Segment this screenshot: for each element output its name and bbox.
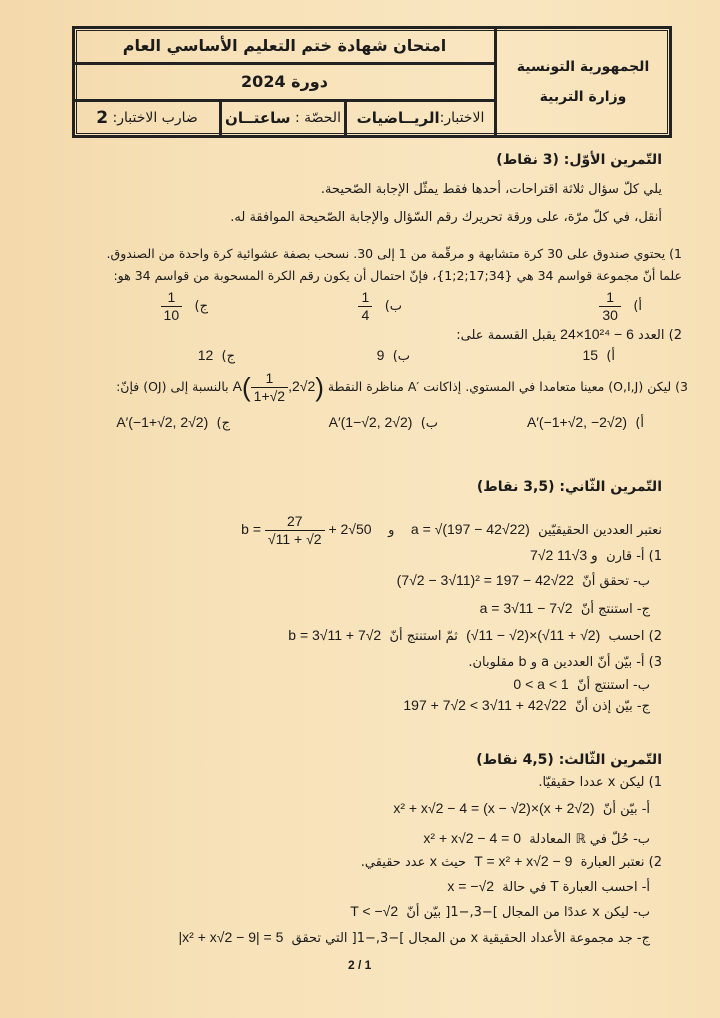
ex3-q2: 2) نعتبر العبارة T = x² + x√2 − 9 حيث x عدد حقيقي.	[360, 853, 662, 870]
b-definition: b = $\frac{27}{√11 + √2}$ + 2√50	[241, 513, 372, 547]
a-definition: a = √(197 − 42√22)	[410, 521, 530, 537]
subject-value: الريــاضيات	[356, 109, 440, 128]
exercise3-title: التّمرين الثّالث: (4,5 نقاط)	[476, 752, 662, 768]
ex3-q1: 1) ليكن x عددا حقيقيّا.	[538, 775, 662, 790]
ex2-q3c: ج- بيّن إذن أنّ 197 + 7√2 < 3√11 + 42√22	[403, 697, 650, 714]
q3-option-a: أ) A′(−1+√2, −2√2)	[526, 414, 644, 431]
q2-option-a: أ) 15	[582, 347, 615, 364]
q3-option-c: ج) A′(−1+√2, 2√2)	[116, 414, 230, 431]
q1-line1: 1) يحتوي صندوق على 30 كرة متشابهة و مرقّمة من 1 إلى 30. نسحب بصفة عشوائية كرة واحدة من الصندوق.	[106, 246, 682, 261]
q3-statement: 3) ليكن (O,I,J) معينا متعامدا في المستوي. إذاكانت ′A مناظرة النقطة A( $\frac{1}{1+√2}$ ,2√2) بالنسبة إلى (OJ) فإنّ:	[116, 370, 688, 404]
fraction: $\frac{1}{10}$	[161, 289, 183, 324]
exercise2-title: التّمرين الثّاني: (3,5 نقاط)	[476, 479, 662, 495]
exercise1-intro1: يلي كلّ سؤال ثلاثة اقتراحات، أحدها فقط يمثّل الإجابة الصّحيحة.	[320, 182, 662, 197]
ex2-q3a: 3) أ- بيّن أنّ العددين a و b مقلوبان.	[468, 655, 662, 670]
ex3-q2b: ب- ليكن x عددًا من المجال ]−3,−1[ بيّن أنّ T < −√2	[350, 903, 650, 920]
exercise1-intro2: أنقل، في كلّ مرّة، على ورقة تحريرك رقم السّؤال والإجابة الصّحيحة الموافقة له.	[230, 210, 662, 225]
header-main	[75, 29, 497, 135]
q2-option-c: ج) 12	[197, 347, 235, 364]
duration-cell	[219, 102, 344, 135]
ex2-q3b: ب- استنتج أنّ 0 < a < 1	[513, 676, 650, 693]
ex2-q2: 2) احسب (√11 − √2)×(√11 + √2) ثمّ استنتج أنّ b = 3√11 + 7√2	[288, 627, 662, 644]
header-authority	[497, 29, 669, 135]
ex3-q2c: ج- جد مجموعة الأعداد الحقيقية x من المجال ]−3,−1[ التي تحقق |x² + x√2 − 9| = 5	[178, 929, 650, 946]
q1-option-c: ج) $\frac{1}{10}$	[161, 289, 208, 324]
q2-option-b: ب) 9	[376, 347, 410, 364]
q3-option-b: ب) A′(1−√2, 2√2)	[328, 414, 438, 431]
coefficient-cell	[75, 102, 219, 135]
q2-statement: 2) العدد 24×10²⁴ − 6 يقبل القسمة على:	[456, 326, 682, 343]
ex3-q2a: أ- احسب العبارة T في حالة x = −√2	[447, 878, 650, 895]
page-number: 2 / 1	[348, 958, 372, 972]
q2-expression: 24×10²⁴ − 6	[560, 326, 634, 342]
ex2-q1a: 1) أ- قارن 7√2 و 3√11	[529, 547, 662, 564]
exercise1-title: التّمرين الأوّل: (3 نقاط)	[496, 152, 662, 168]
q1-option-b: ب) $\frac{1}{4}$	[358, 289, 402, 324]
header-session-row	[75, 65, 494, 101]
q1-option-a: أ) $\frac{1}{30}$	[599, 289, 642, 324]
header-title-row	[75, 29, 494, 65]
duration-label: الحصّة :	[294, 110, 341, 127]
exam-header	[72, 26, 672, 138]
fraction: $\frac{1}{4}$	[358, 289, 372, 324]
point-a: A( $\frac{1}{1+√2}$ ,2√2)	[232, 370, 324, 404]
exam-session: دورة 2024	[241, 72, 328, 92]
exam-title: امتحان شهادة ختم التعليم الأساسي العام	[122, 36, 447, 56]
ex2-q1c: ج- استنتج أنّ a = 3√11 − 7√2	[479, 600, 650, 617]
exercise2-intro: نعتبر العددين الحقيقيّين a = √(197 − 42√22) و b = $\frac{27}{√11 + √2}$ + 2√50	[241, 513, 662, 547]
header-info-row	[75, 102, 494, 135]
ex2-q1b: ب- تحقق أنّ (7√2 − 3√11)² = 197 − 42√22	[396, 572, 650, 589]
fraction: $\frac{1}{30}$	[599, 289, 621, 324]
ex3-q1a: أ- بيّن أنّ x² + x√2 − 4 = (x − √2)×(x + 2√2)	[393, 800, 650, 817]
ministry-name: وزارة التربية	[539, 89, 627, 105]
ex3-q1b: ب- حُلّ في ℝ المعادلة x² + x√2 − 4 = 0	[423, 830, 650, 847]
coefficient-value: 2	[96, 108, 109, 129]
duration-value: ساعتــان	[225, 109, 291, 128]
republic-name: الجمهورية التونسية	[516, 59, 650, 75]
q1-line2: علما أنّ مجموعة قواسم 34 هي {34;17;2;1}، فإنّ احتمال أن يكون رقم الكرة المسحوبة من قواسم 34 هو:	[113, 268, 682, 283]
subject-cell	[344, 102, 494, 135]
subject-label: الاختبار:	[439, 110, 485, 127]
coefficient-label: ضارب الاختبار:	[112, 110, 198, 127]
